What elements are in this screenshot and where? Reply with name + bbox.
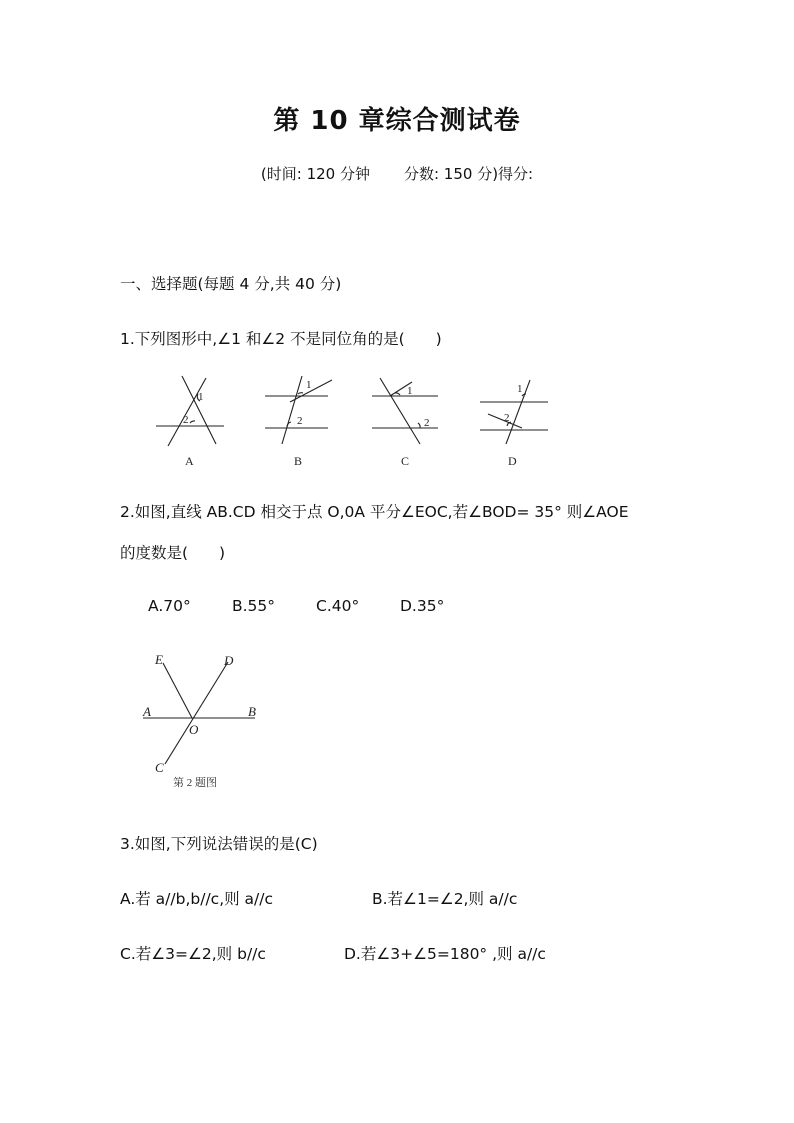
question-3-option-a: A.若 a//b,b//c,则 a//c [120, 890, 274, 908]
figure-c-label: C [401, 454, 410, 468]
question-2-stem-line1: 2.如图,直线 AB.CD 相交于点 O,0A 平分∠EOC,若∠BOD= 35° 则∠AOE [120, 503, 629, 521]
question-3-option-c: C.若∠3=∠2,则 b//c [120, 945, 266, 963]
point-d-label: D [224, 653, 234, 668]
figure-b-angle1: 1 [306, 379, 312, 391]
section-heading: 一、选择题(每题 4 分,共 40 分) [120, 275, 342, 293]
question-3-option-b: B.若∠1=∠2,则 a//c [372, 890, 518, 908]
question-2-option-b: B.55° [232, 597, 276, 615]
question-2-stem-line2: 的度数是( ) [120, 544, 226, 562]
line-cd [165, 662, 228, 764]
figure-d-angle2: 2 [504, 412, 510, 424]
figure-b-label: B [294, 454, 303, 468]
figure-c-lines [372, 378, 438, 444]
question-2-option-a: A.70° [148, 597, 191, 615]
figure-a-label: A [185, 454, 194, 468]
exam-score: 分数: 150 分)得分: [403, 165, 534, 183]
question-1-figures [150, 372, 560, 470]
point-e-label: E [155, 652, 163, 667]
figure-b-lines [265, 376, 332, 444]
figure-caption: 第 2 题图 [173, 777, 217, 789]
figure-a-lines [156, 376, 224, 446]
point-c-label: C [155, 760, 164, 775]
figure-c-angle2: 2 [424, 417, 430, 429]
question-3-option-d: D.若∠3+∠5=180° ,则 a//c [344, 945, 546, 963]
question-3-stem: 3.如图,下列说法错误的是(C) [120, 835, 318, 853]
point-o-label: O [189, 722, 199, 737]
figure-d-angle1: 1 [517, 383, 523, 395]
question-2-figure [135, 648, 270, 793]
exam-info [0, 163, 794, 184]
point-b-label: B [248, 704, 256, 719]
question-1-stem: 1.下列图形中,∠1 和∠2 不是同位角的是( ) [120, 330, 442, 348]
ray-oe [163, 663, 192, 718]
figure-c-angle1: 1 [407, 385, 413, 397]
figure-d-lines [480, 380, 548, 444]
figure-a-angle1: 1 [198, 391, 204, 403]
figure-d-label: D [508, 454, 517, 468]
exam-time: (时间: 120 分钟 [260, 165, 370, 183]
point-a-label: A [143, 704, 151, 719]
question-2-option-d: D.35° [400, 597, 445, 615]
figure-a-angle2: 2 [183, 414, 189, 426]
page-title: 第 10 章综合测试卷 [273, 106, 521, 136]
question-2-option-c: C.40° [316, 597, 360, 615]
figure-b-angle2: 2 [297, 415, 303, 427]
